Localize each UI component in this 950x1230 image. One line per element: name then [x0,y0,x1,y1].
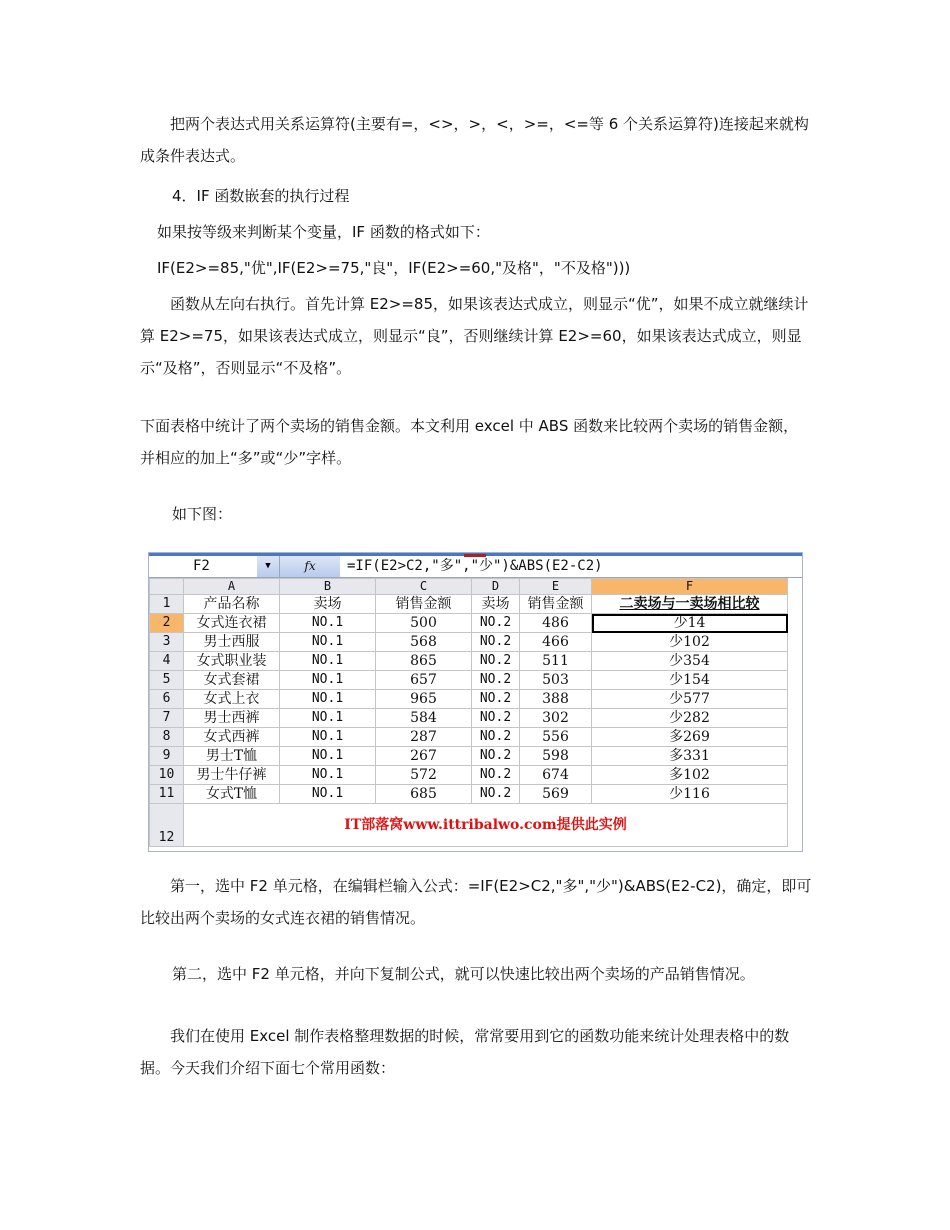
paragraph-step-two: 第二，选中 F2 单元格，并向下复制公式，就可以快速比较出两个卖场的产品销售情况。 [172,965,755,983]
cell[interactable]: NO.1 [280,652,376,671]
cell[interactable]: NO.1 [280,709,376,728]
column-header-f[interactable]: F [592,579,788,595]
cell[interactable]: 657 [376,671,472,690]
cell[interactable]: 568 [376,633,472,652]
cell[interactable]: 多331 [592,747,788,766]
cell[interactable]: 少282 [592,709,788,728]
fx-icon[interactable]: fx [280,556,340,577]
formula-bar [149,556,802,578]
cell[interactable]: 486 [520,614,592,633]
cell[interactable]: 二卖场与一卖场相比较 [592,595,788,614]
paragraph-see-figure: 如下图： [172,505,233,523]
cell[interactable]: 多269 [592,728,788,747]
table-row [150,766,788,785]
column-header-a[interactable]: A [184,579,280,595]
cell[interactable]: 女式西裤 [184,728,280,747]
cell[interactable]: 267 [376,747,472,766]
row-header[interactable]: 11 [150,785,184,804]
cell[interactable]: 女式连衣裙 [184,614,280,633]
column-header-e[interactable]: E [520,579,592,595]
section-heading-if-nesting: 4．IF 函数嵌套的执行过程 [172,187,350,205]
cell[interactable]: 965 [376,690,472,709]
row-header[interactable]: 9 [150,747,184,766]
cell[interactable]: 少116 [592,785,788,804]
cell[interactable]: NO.1 [280,633,376,652]
cell[interactable]: 产品名称 [184,595,280,614]
select-all-corner[interactable] [150,579,184,595]
table-row [150,747,788,766]
cell[interactable]: NO.2 [472,766,520,785]
cell[interactable]: 685 [376,785,472,804]
cell[interactable]: 男士牛仔裤 [184,766,280,785]
cell[interactable]: NO.1 [280,766,376,785]
cell[interactable]: 388 [520,690,592,709]
cell[interactable]: NO.2 [472,652,520,671]
formula-input[interactable]: =IF(E2>C2,"多","少")&ABS(E2-C2) [347,558,603,574]
paragraph-if-format-intro: 如果按等级来判断某个变量，IF 函数的格式如下： [157,223,490,241]
cell[interactable]: 女式T恤 [184,785,280,804]
cell[interactable]: NO.2 [472,747,520,766]
paragraph-relational-expression: 把两个表达式用关系运算符(主要有=，<>，>，<，>=，<=等 6 个关系运算符)连接起来就构成条件表达式。 [140,115,809,165]
cell[interactable]: 511 [520,652,592,671]
row-header[interactable]: 1 [150,595,184,614]
name-box-value: F2 [193,558,210,574]
cell[interactable]: 销售金额 [520,595,592,614]
credit-text: IT部落窝www.ittribalwo.com提供此实例 [184,804,788,847]
cell[interactable]: 少354 [592,652,788,671]
cell[interactable]: 女式职业装 [184,652,280,671]
cell[interactable]: 男士T恤 [184,747,280,766]
row-header[interactable]: 6 [150,690,184,709]
column-header-d[interactable]: D [472,579,520,595]
row-header[interactable]: 8 [150,728,184,747]
cell[interactable]: 多102 [592,766,788,785]
table-row [150,633,788,652]
paragraph-functions-intro: 我们在使用 Excel 制作表格整理数据的时候，常常要用到它的函数功能来统计处理表格中的数据。今天我们介绍下面七个常用函数： [140,1027,790,1077]
paragraph-step-one: 第一，选中 F2 单元格，在编辑栏输入公式：=IF(E2>C2,"多","少")&ABS(E2-C2)，确定，即可比较出两个卖场的女式连衣裙的销售情况。 [140,877,812,927]
row-header[interactable]: 3 [150,633,184,652]
table-row [150,614,788,633]
cell[interactable]: 572 [376,766,472,785]
paragraph-sales-intro: 下面表格中统计了两个卖场的销售金额。本文利用 excel 中 ABS 函数来比较两个卖场的销售金额，并相应的加上“多”或“少”字样。 [140,417,799,467]
paragraph-if-execution: 函数从左向右执行。首先计算 E2>=85，如果该表达式成立，则显示“优”，如果不成立就继续计算 E2>=75，如果该表达式成立，则显示“良”，否则继续计算 E2>=60，如果该表达式成立，则显示“及格”，否则显示“不及格”。 [140,295,809,377]
cell[interactable]: 少154 [592,671,788,690]
column-header-c[interactable]: C [376,579,472,595]
spreadsheet-screenshot [148,552,803,852]
cell[interactable]: 少577 [592,690,788,709]
table-row [150,709,788,728]
cell[interactable]: 女式上衣 [184,690,280,709]
cell[interactable]: 674 [520,766,592,785]
table-row [150,785,788,804]
cell[interactable]: NO.2 [472,728,520,747]
table-row [150,690,788,709]
cell[interactable]: 卖场 [472,595,520,614]
cell[interactable]: 男士西服 [184,633,280,652]
column-header-b[interactable]: B [280,579,376,595]
cell[interactable]: 287 [376,728,472,747]
table-row [150,652,788,671]
cell[interactable]: 503 [520,671,592,690]
row-header[interactable]: 5 [150,671,184,690]
cell[interactable]: 598 [520,747,592,766]
row-header[interactable]: 10 [150,766,184,785]
cell[interactable]: 556 [520,728,592,747]
cell[interactable]: 466 [520,633,592,652]
cell[interactable]: 302 [520,709,592,728]
cell[interactable]: 销售金额 [376,595,472,614]
sheet-grid [149,578,788,847]
table-row [150,728,788,747]
table-row [150,671,788,690]
cell[interactable]: 男士西裤 [184,709,280,728]
cell[interactable]: NO.1 [280,614,376,633]
cell[interactable]: NO.1 [280,747,376,766]
active-cell[interactable]: 少14 [592,614,788,633]
paragraph-if-formula-example: IF(E2>=85,"优",IF(E2>=75,"良"，IF(E2>=60,"及格"，"不及格"))) [157,259,631,277]
row-header[interactable]: 7 [150,709,184,728]
row-header[interactable]: 12 [150,804,184,847]
cell[interactable]: NO.1 [280,671,376,690]
cell[interactable]: NO.2 [472,709,520,728]
cell[interactable]: 865 [376,652,472,671]
cell[interactable]: NO.2 [472,671,520,690]
cell[interactable]: NO.1 [280,690,376,709]
cell[interactable]: NO.2 [472,633,520,652]
cell[interactable]: NO.1 [280,728,376,747]
name-box[interactable] [149,556,258,577]
cell[interactable]: 卖场 [280,595,376,614]
cell[interactable]: 少102 [592,633,788,652]
cell[interactable]: NO.2 [472,785,520,804]
row-header[interactable]: 2 [150,614,184,633]
cell[interactable]: NO.1 [280,785,376,804]
cell[interactable]: NO.2 [472,690,520,709]
cell[interactable]: 569 [520,785,592,804]
cell[interactable]: NO.2 [472,614,520,633]
row-header[interactable]: 4 [150,652,184,671]
cell[interactable]: 女式套裙 [184,671,280,690]
cell[interactable]: 584 [376,709,472,728]
cell[interactable]: 500 [376,614,472,633]
name-box-dropdown-icon[interactable]: ▼ [257,556,280,577]
